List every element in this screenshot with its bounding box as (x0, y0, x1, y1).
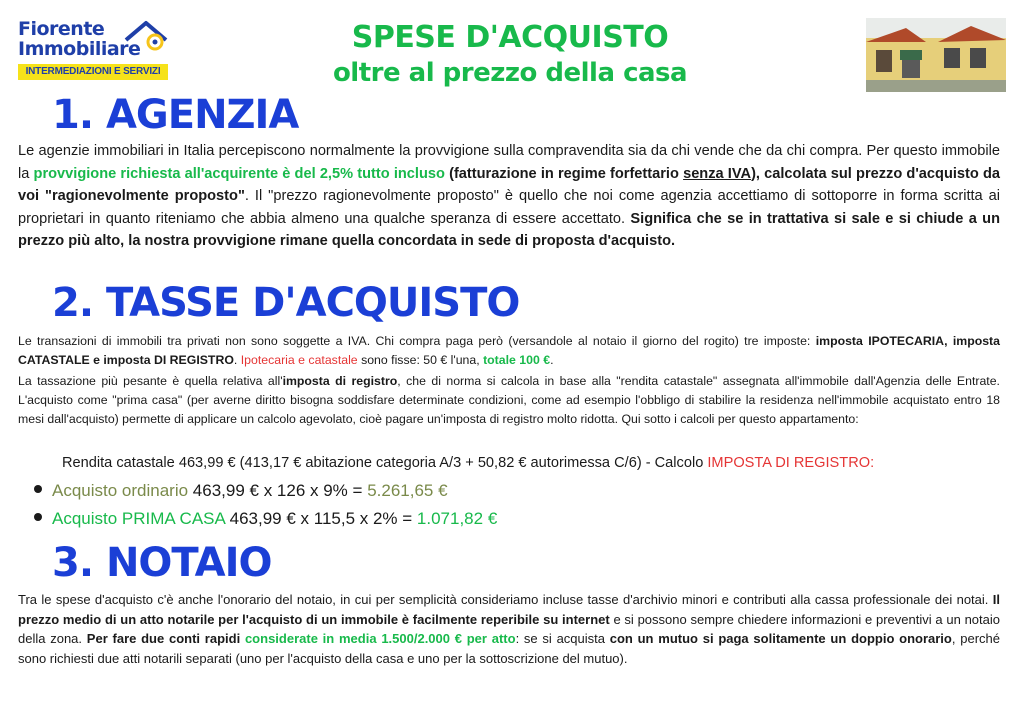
bullet-dot (34, 513, 42, 521)
logo-text-line1: Fiorente (18, 18, 105, 40)
logo-tagline: INTERMEDIAZIONI E SERVIZI (18, 64, 168, 80)
company-logo (16, 18, 168, 84)
agenzia-paragraph: Le agenzie immobiliari in Italia percepiscono normalmente la provvigione sulla compravendita sia da chi vende che da chi compra. Per questo immobile la provvigione richiesta all'acquirente è del 2,5% tutto incluso (fatturazione in regime forfettario senza IVA), calcolata sul prezzo d'acquisto da voi "ragionevolmente proposto". Il "prezzo ragionevolmente proposto" è quello che noi come agenzia accettiamo di sottoporre in forma scritta ai proprietari in quanto riteniamo che abbia almeno una qualche speranza di essere accettato. Significa che se in trattativa si sale e si chiude a un prezzo più alto, la nostra provvigione rimane quella concordata in sede di proposta d'acquisto. (18, 143, 1001, 249)
house-photo-image (866, 18, 1006, 92)
page-subtitle: oltre al prezzo della casa (332, 58, 688, 88)
section-heading-notaio: 3. NOTAIO (52, 540, 272, 586)
tasse-paragraph-2: La tassazione più pesante è quella relativa all'imposta di registro, che di norma si calcola in base alla "rendita catastale" assegnata all'immobile dall'Agenzia delle Entrate. L'acquisto come "prima casa" (per averne diritto bisogna soddisfare determinate condizioni, come ad esempio l'obbligo di stabilire la residenza nell'immobile acquistato entro 18 mesi dall'acquisto) permette di applicare un calcolo agevolato, cioè pagare un'imposta di registro molto ridotta. Qui sotto i calcoli per questo appartamento: (18, 374, 1000, 426)
rendita-catastale-line: Rendita catastale 463,99 € (413,17 € abitazione categoria A/3 + 50,82 € autorimessa C/6) - Calcolo IMPOSTA DI REGISTRO: (62, 455, 875, 471)
tasse-paragraph-1: Le transazioni di immobili tra privati non sono soggette a IVA. Chi compra paga però (versandole al notaio il giorno del rogito) tre imposte: imposta IPOTECARIA, imposta CATASTALE e imposta DI REGISTRO. Ipotecaria e catastale sono fisse: 50 € l'una, totale 100 €. (18, 334, 1000, 367)
section-heading-agenzia: 1. AGENZIA (52, 92, 299, 138)
bullet-acquisto-ordinario: Acquisto ordinario 463,99 € x 126 x 9% = 5.261,65 € (34, 481, 448, 501)
notaio-paragraph: Tra le spese d'acquisto c'è anche l'onorario del notaio, in cui per semplicità consideriamo incluse tasse d'archivio minori e contributi alla cassa professionale dei notai. Il prezzo medio di un atto notarile per l'acquisto di un immobile è facilmente reperibile su internet e si possono sempre chiedere informazioni e preventivi a un notaio della zona. Per fare due conti rapidi considerate in media 1.500/2.000 € per atto: se si acquista con un mutuo si paga solitamente un doppio onorario, perché sono richiesti due atti notarili separati (uno per l'acquisto della casa e uno per la sottoscrizione del mutuo). (18, 592, 1000, 666)
bullet-dot (34, 485, 42, 493)
bullet-acquisto-prima-casa: Acquisto PRIMA CASA 463,99 € x 115,5 x 2% = 1.071,82 € (34, 509, 497, 529)
logo-text-line2: Immobiliare (18, 38, 141, 60)
house-logo-icon (124, 20, 170, 54)
page-title: SPESE D'ACQUISTO (351, 20, 669, 55)
section-heading-tasse: 2. TASSE D'ACQUISTO (52, 280, 520, 326)
